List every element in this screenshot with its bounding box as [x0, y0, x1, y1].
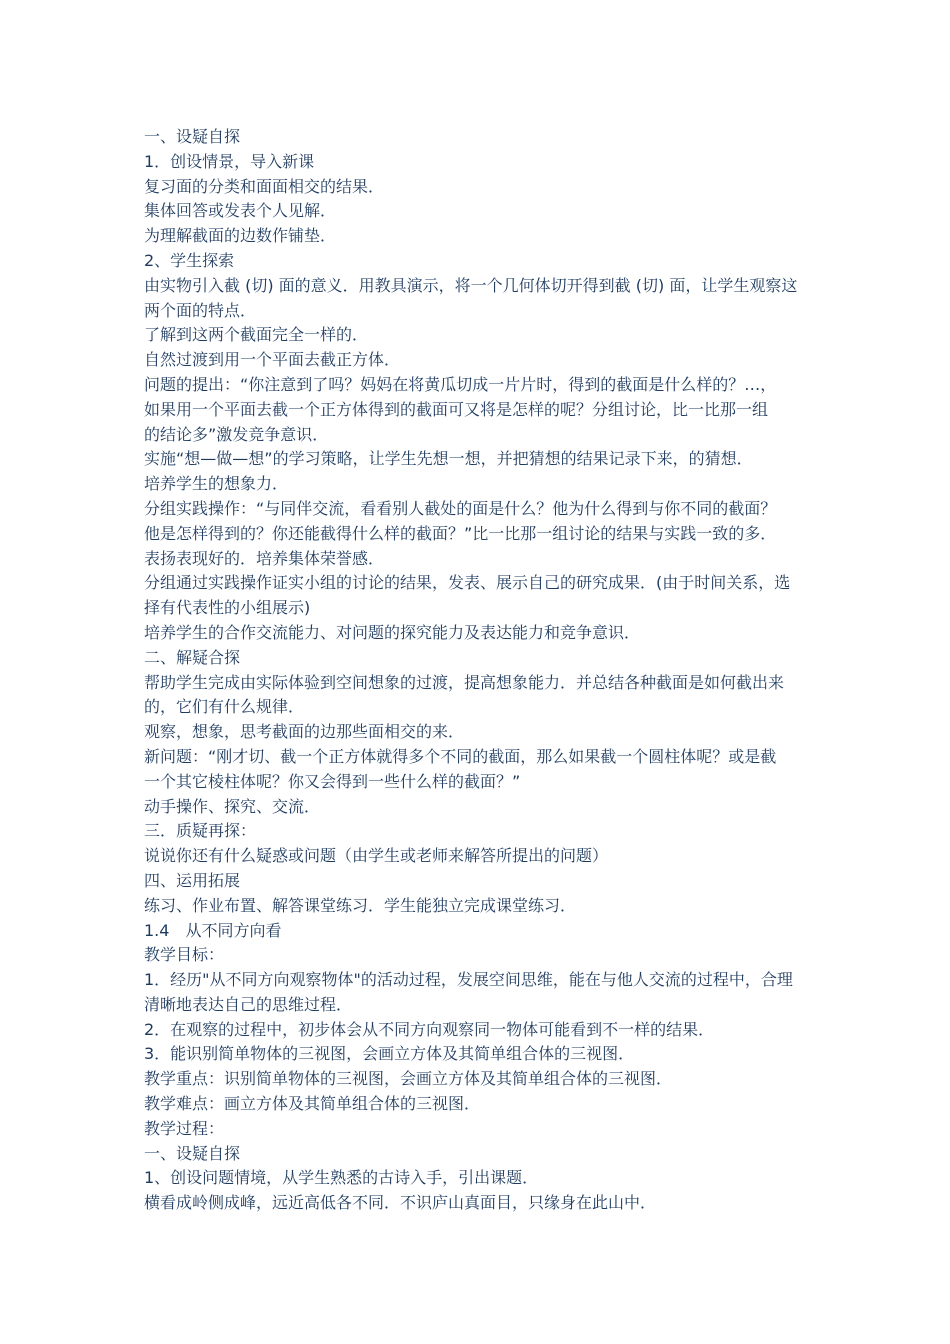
section-heading-question: 三．质疑再探： — [144, 821, 257, 841]
text-line: 复习面的分类和面面相交的结果． — [144, 176, 385, 196]
text-line: 观察，想象，思考截面的边那些面相交的来． — [144, 722, 465, 742]
section-heading-explore-2: 一、设疑自探 — [144, 1143, 241, 1163]
text-line: 一个其它棱柱体呢？你又会得到一些什么样的截面？” — [144, 771, 521, 791]
text-line: 1．经历"从不同方向观察物体"的活动过程，发展空间思维，能在与他人交流的过程中，合理 — [144, 970, 793, 990]
text-line: 帮助学生完成由实际体验到空间想象的过渡，提高想象能力．并总结各种截面是如何截出来 — [144, 672, 785, 692]
text-line: 1、创设问题情境，从学生熟悉的古诗入手，引出课题． — [144, 1168, 539, 1188]
text-line: 说说你还有什么疑惑或问题（由学生或老师来解答所提出的问题） — [144, 846, 609, 866]
text-line: 分组实践操作：“与同伴交流，看看别人截处的面是什么？他为什么得到与你不同的截面？ — [144, 498, 777, 518]
objectives-heading: 教学目标： — [144, 945, 225, 965]
text-line: 的结论多”激发竞争意识． — [144, 424, 329, 444]
text-line: 问题的提出：“你注意到了吗？妈妈在将黄瓜切成一片片时，得到的截面是什么样的？…， — [144, 374, 777, 394]
text-line: 动手操作、探究、交流． — [144, 796, 321, 816]
text-line: 培养学生的合作交流能力、对问题的探究能力及表达能力和竞争意识． — [144, 622, 641, 642]
text-line: 3．能识别简单物体的三视图，会画立方体及其简单组合体的三视图． — [144, 1044, 635, 1064]
text-line: 择有代表性的小组展示) — [144, 598, 311, 618]
text-line: 为理解截面的边数作铺垫． — [144, 226, 337, 246]
document-body — [144, 125, 814, 1216]
text-line: 分组通过实践操作证实小组的讨论的结果，发表、展示自己的研究成果．(由于时间关系，选 — [144, 573, 791, 593]
text-line: 练习、作业布置、解答课堂练习．学生能独立完成课堂练习． — [144, 895, 577, 915]
text-line: 由实物引入截 (切) 面的意义．用教具演示，将一个几何体切开得到截 (切) 面，让学生观察这 — [144, 275, 798, 295]
text-line: 新问题：“刚才切、截一个正方体就得多个不同的截面，那么如果截一个圆柱体呢？或是截 — [144, 746, 777, 766]
text-line: 表扬表现好的．培养集体荣誉感． — [144, 548, 385, 568]
section-heading-extension: 四、运用拓展 — [144, 870, 241, 890]
text-line: 了解到这两个截面完全一样的． — [144, 325, 369, 345]
difficult-points: 教学难点：画立方体及其简单组合体的三视图． — [144, 1094, 481, 1114]
text-line: 清晰地表达自己的思维过程． — [144, 994, 353, 1014]
text-line: 两个面的特点． — [144, 300, 257, 320]
step-heading-student-explore: 2、学生探索 — [144, 250, 235, 270]
poem-line: 横看成岭侧成峰，远近高低各不同．不识庐山真面目，只缘身在此山中． — [144, 1193, 657, 1213]
text-line: 集体回答或发表个人见解． — [144, 201, 337, 221]
lesson-title: 1.4 从不同方向看 — [144, 920, 282, 940]
text-line: 的，它们有什么规律． — [144, 697, 305, 717]
section-heading-cooperative: 二、解疑合探 — [144, 647, 241, 667]
text-line: 自然过渡到用一个平面去截正方体． — [144, 350, 401, 370]
process-heading: 教学过程： — [144, 1118, 225, 1138]
section-heading-explore: 一、设疑自探 — [144, 127, 241, 146]
text-line: 实施“想—做—想”的学习策略，让学生先想一想，并把猜想的结果记录下来，的猜想． — [144, 449, 753, 469]
text-line: 如果用一个平面去截一个正方体得到的截面可又将是怎样的呢？分组讨论，比一比那一组 — [144, 399, 769, 419]
text-line: 培养学生的想象力． — [144, 474, 289, 494]
step-heading-scenario: 1．创设情景，导入新课 — [144, 151, 315, 171]
text-line: 他是怎样得到的？你还能截得什么样的截面？”比一比那一组讨论的结果与实践一致的多． — [144, 523, 777, 543]
key-points: 教学重点：识别简单物体的三视图，会画立方体及其简单组合体的三视图． — [144, 1069, 673, 1089]
text-line: 2．在观察的过程中，初步体会从不同方向观察同一物体可能看到不一样的结果． — [144, 1019, 715, 1039]
